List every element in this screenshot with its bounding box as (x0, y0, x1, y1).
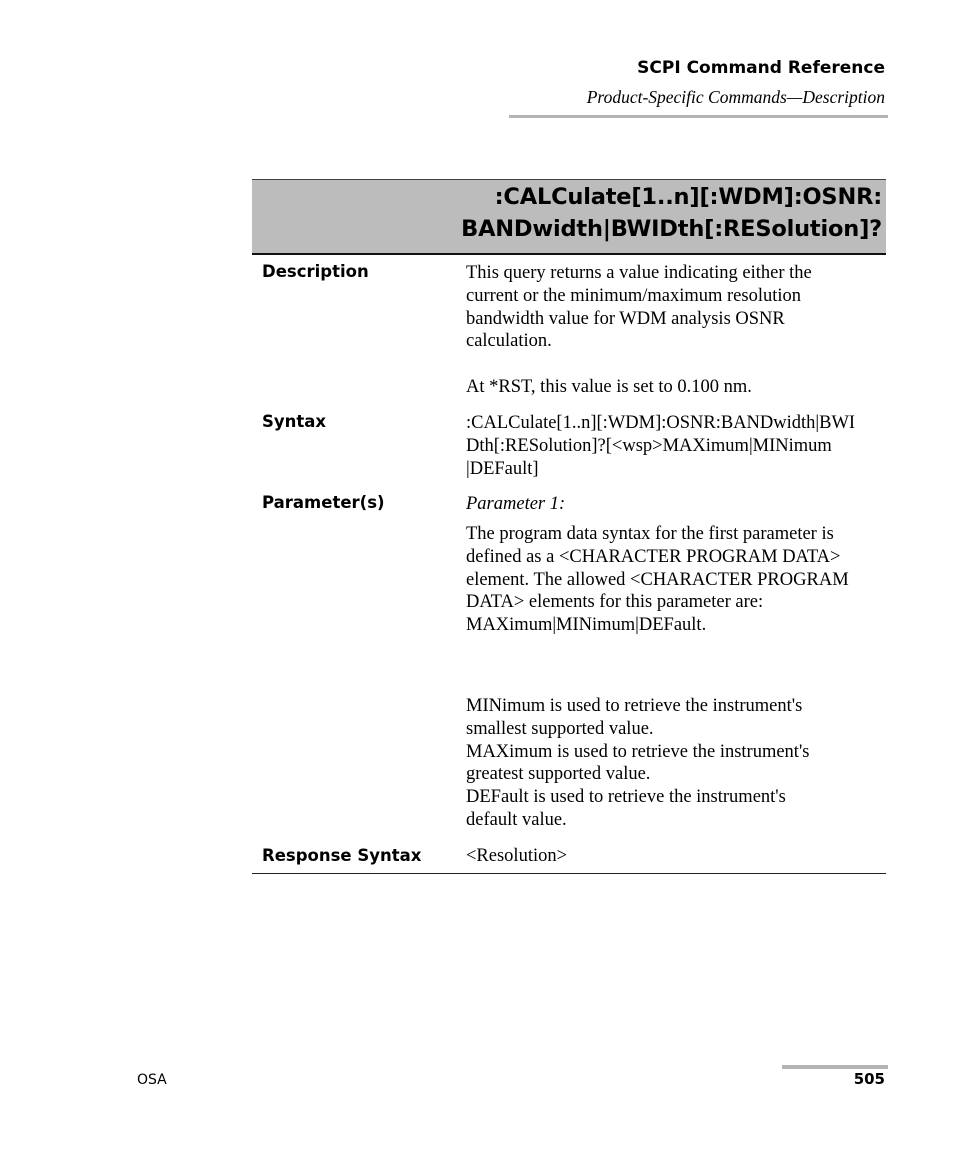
parameters-label: Parameter(s) (262, 493, 385, 512)
syntax-text (466, 412, 886, 480)
syntax-line: |DEFault] (466, 458, 539, 479)
description-line: calculation. (466, 331, 552, 352)
parameter-line: defined as a <CHARACTER PROGRAM DATA> (466, 546, 841, 567)
description-text (466, 262, 886, 353)
syntax-label: Syntax (262, 412, 327, 431)
parameter-line: element. The allowed <CHARACTER PROGRAM (466, 569, 849, 590)
parameter-note-line: default value. (466, 809, 567, 830)
page-number: 505 (853, 1070, 885, 1088)
response-syntax-label: Response Syntax (262, 846, 422, 865)
parameter-line: MAXimum|MINimum|DEFault. (466, 615, 707, 636)
syntax-line: :CALCulate[1..n][:WDM]:OSNR:BANDwidth|BWI (466, 413, 856, 433)
parameter-1-title: Parameter 1: (466, 494, 566, 514)
parameter-1-text (466, 523, 886, 637)
header-title: SCPI Command Reference (637, 58, 885, 78)
description-label: Description (262, 262, 369, 281)
parameter-note-line: greatest supported value. (466, 764, 651, 785)
parameter-note-line: MAXimum is used to retrieve the instrument's (466, 741, 810, 762)
syntax-line: Dth[:RESolution]?[<wsp>MAXimum|MINimum (466, 435, 832, 456)
header-subtitle: Product-Specific Commands—Description (586, 87, 885, 107)
parameter-note-line: MINimum is used to retrieve the instrument's (466, 696, 803, 716)
command-title-line-2: BANDwidth|BWIDth[:RESolution]? (461, 216, 882, 242)
header-divider (509, 115, 888, 118)
parameter-line: DATA> elements for this parameter are: (466, 592, 764, 613)
parameter-note-line: smallest supported value. (466, 718, 654, 739)
command-title-line-1: :CALCulate[1..n][:WDM]:OSNR: (494, 184, 882, 210)
description-line: This query returns a value indicating either the (466, 263, 812, 283)
description-line: current or the minimum/maximum resolution (466, 285, 801, 306)
response-syntax-value: <Resolution> (466, 846, 568, 866)
footer-product: OSA (137, 1072, 167, 1088)
parameter-note-line: DEFault is used to retrieve the instrument's (466, 787, 786, 808)
rst-default-text: At *RST, this value is set to 0.100 nm. (466, 377, 752, 397)
parameter-notes (466, 695, 886, 832)
command-title-box (252, 179, 886, 255)
footer-divider (782, 1065, 888, 1069)
table-bottom-rule (252, 873, 886, 874)
parameter-line: The program data syntax for the first parameter is (466, 524, 834, 544)
description-line: bandwidth value for WDM analysis OSNR (466, 308, 785, 329)
